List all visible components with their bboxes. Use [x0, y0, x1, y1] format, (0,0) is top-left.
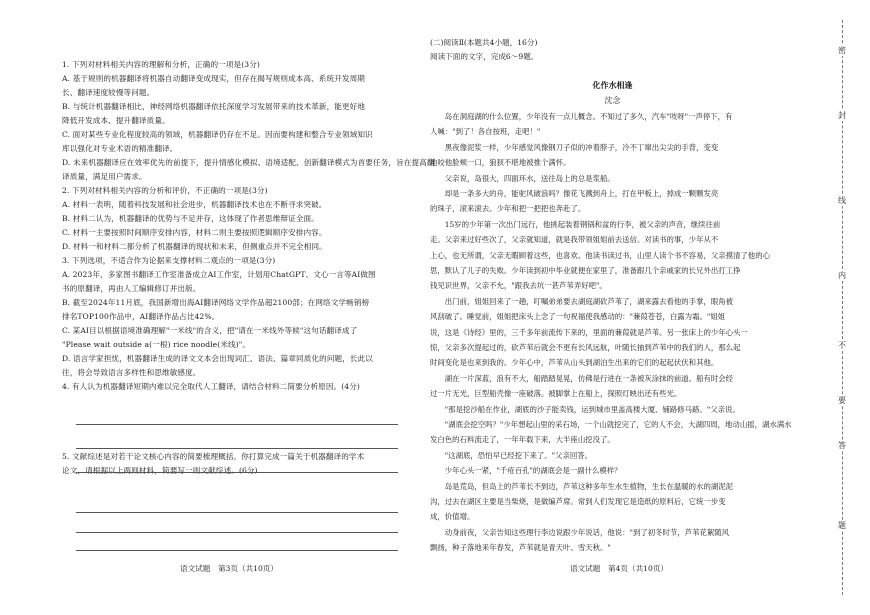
question-line: 4. 有人认为机器翻译短期内难以完全取代人工翻译，请结合材料二简要分析原因。(4分) — [62, 382, 360, 391]
question-line: 译质量，满足用户需求。 — [62, 172, 147, 181]
question-line: 3. 下列选项，不适合作为论据来支撑材料二观点的一项是(3分) — [62, 256, 276, 265]
passage-line: 风刮破了。睡觉前，姐姐把床头上念了一句祝福使我感动的："蒹葭苍苍，白露为霜。"姐姐 — [430, 312, 726, 322]
question-line: 1. 下列对材料相关内容的理解和分析，正确的一项是(3分) — [62, 60, 260, 69]
passage-line: 黑夜像泥浆一样，少年感觉风像钢刀子似的冲着脖子，冷不丁窜出尖尖的手背，变变 — [430, 142, 719, 152]
question-line: 降低开发成本、提升翻译质量。 — [62, 116, 170, 125]
passage-line: 飘扬，种子落地来年春发，芦苇就是青天叶、雪天秋。" — [430, 543, 611, 553]
question-line: A. 基于规则的机器翻译将机器自动翻译变成现实，但存在揭写规则成本高、系统开发周期 — [62, 74, 365, 83]
seal-char: 答 — [832, 440, 852, 451]
question-line: A. 2023年，多家图书翻译工作室准备成立AI工作室，计划用ChatGPT、文心一言等AI做图 — [62, 270, 376, 279]
passage-line: 成，价值增。 — [430, 512, 475, 522]
passage-line: 钱见识世界，父亲不允，"跟我去坑一甚芦苇弄好吧"。 — [430, 281, 607, 291]
question-line: 长、翻译速度较慢等问题。 — [62, 88, 155, 97]
answer-line[interactable] — [76, 472, 398, 473]
passage-line: 说，这是《诗经》里的，三千多年前流传下来的，里面的蒹葭就是芦苇。另一张床上的少年心头一 — [430, 327, 748, 337]
passage-line: 15岁的少年第一次出门远行，他挑起装着钢锅和盆的行李，被父亲的声音，继续往前 — [430, 219, 721, 229]
passage-line: "那是挖沙船在作业，湖底的沙子能卖钱，运到城市里盖高楼大厦、铺路修马路。"父亲说。 — [430, 404, 740, 414]
question-line: 书的原翻译，再由人工编辑修订并出版。 — [62, 284, 201, 293]
passage-line: 思，默认了儿子的失败。少年读到初中毕业就便在家里了，准备跟几个亲戚家的长兄外出打工挣 — [430, 266, 741, 275]
passage-line: 沟，过去在湖区主要是当柴烧，是做编芦席。常到人们发现它是造纸的原料后，它统一步变 — [430, 497, 726, 506]
passage-line: 却是一条多大的舟，能驼风破浪吗？像花飞溅到舟上，打在甲板上，掉成一颗颗发亮 — [430, 189, 719, 198]
seal-char: 题 — [832, 520, 852, 531]
passage-line: 人喊："到了！各自按班，走吧！" — [430, 127, 541, 137]
passage-line: 出门前，姐姐回来了一趟，叮嘱弟弟要去湖庭湖砍芦苇了，湖来露去看他的手掌，眼角被 — [430, 296, 734, 306]
right-page — [415, 0, 810, 615]
passage-author: 沈念 — [604, 96, 621, 105]
seal-line-strip — [812, 0, 870, 615]
question-line: C. 材料一主要按照时间顺序安排内容，材料二则主要按照逻辑顺序安排内容。 — [62, 228, 327, 237]
passage-line: 上心，也无所谓，父亲无暇顾着这些，也喜欢。他读书读过书，山里人读个书不容易，父亲摸清了他的心 — [430, 250, 770, 260]
question-line: 论文，请根据以上两则材料，简要写一则文献综述。(6分) — [62, 466, 258, 475]
passage-line: 岛在洞庭湖的什么位置，少年没有一点儿概念。不知过了多久，汽车"吱呀"一声停下，有 — [430, 112, 733, 121]
seal-char: 要 — [832, 395, 852, 406]
passage-line: 动身前夜，父亲告知这些理行李边说跟少年说话，他说："到了初冬时节，芦苇花絮随风 — [430, 527, 730, 537]
page-footer-right: 语文试题 第4页（共10页） — [570, 564, 669, 573]
passage-line: "湖底会挖空吗？"少年想起山里的采石场，一个山就挖完了，它的人不会，大湖四周，地动山摇，湖水满水 — [430, 420, 792, 429]
seal-char: 密 — [832, 45, 852, 56]
question-line: D. 语言学家担忧，机器翻译生成的译文文本会出现词汇、语法、篇章同质化的问题，长此以 — [62, 354, 373, 363]
reading-instruction: 阅读下面的文字，完成6～9题。 — [430, 52, 539, 61]
answer-line[interactable] — [76, 550, 398, 551]
answer-line[interactable] — [76, 424, 398, 425]
question-line: C. 面对某些专业化程度较高的领域，机器翻译仍存在不足。因而要构建和整合专业领域知识 — [62, 130, 373, 139]
page-footer-left: 语文试题 第3页（共10页） — [180, 564, 279, 573]
passage-line: 的珠子，滚来滚去。少年和把一把把也奔赴了。 — [430, 204, 586, 214]
question-line: 排名TOP100作品中，AI翻译作品占比42%。 — [62, 312, 220, 321]
question-line: C. 某AI目以根据语境准确理解"一米线"的含义，把"请在一米线外等候"这句话翻译成了 — [62, 326, 358, 335]
passage-title: 化作水相逢 — [592, 80, 633, 90]
question-line: B. 材料二认为，机器翻译的优势与不足并存，这体现了作者思维辩证全面。 — [62, 214, 319, 223]
question-line: "Please wait outside a(一根) rice noodle(米线)"。 — [62, 340, 251, 349]
question-line: B. 截至2024年11月底，我国新增出海AI翻译网络文学作品超2100部；在网络文学畅销榜 — [62, 298, 370, 307]
passage-line: 湖在一片深蓝，浪有不大，船踏踏晃晃，仿佛是行进在一条被灰涂抹的前道。船有时会经 — [430, 373, 734, 383]
passage-line: 过一片无光，巨型船壳像一座破落。被脚掌上在船上，探照灯映出还有些光。 — [430, 389, 682, 399]
question-line: 往，将会导致语言多样性和思维敏感度。 — [62, 368, 201, 377]
seal-char: 线 — [832, 195, 852, 206]
question-line: D. 未来机器翻译应在效率优先的前提下，提升情感化模拟、语境适配、创新翻译模式为首要任务，旨在提高翻 — [62, 158, 435, 167]
question-line: D. 材料一和材料二都分析了机器翻译的现状和未来，但侧重点并不完全相同。 — [62, 242, 327, 251]
passage-line: 父亲说，岛很大，四面环水，送往岛上的总是浆船。 — [430, 173, 615, 183]
answer-line[interactable] — [76, 512, 398, 513]
passage-line: 走。父亲来过好些次了，父亲就知道，就是我带领姐姐前去送信。对读书的事，少年从不 — [430, 235, 719, 245]
section-heading: (二)阅读Ⅱ(本题共4小题，16分) — [430, 38, 538, 47]
question-line: 2. 下列对材料相关内容的分析和评价，不正确的一项是(3分) — [62, 186, 268, 195]
question-line: 库以强化对专业术语的精准翻译。 — [62, 144, 178, 153]
question-line: B. 与统计机器翻译相比，神经网络机器翻译依托深度学习发展带来的技术革新，能更好地 — [62, 102, 366, 111]
seal-dashed-line — [842, 20, 843, 595]
passage-line: 地咬他脸颊一口，狼狈不堪地被推个满怀。 — [430, 158, 571, 168]
answer-line[interactable] — [76, 532, 398, 533]
passage-line: 惊，父亲多次提起过的，砍芦苇后就会不更有长风远航，叶随长抽到芦苇中的我们的人，那么起 — [430, 343, 741, 352]
passage-line: 时间变化是也来到我的。少年心中，芦苇从山头到湖泊生出来的它们的起起伏伏和其他。 — [430, 358, 719, 368]
passage-line: "这湖底，恐怕早已经挖下来了。"父亲回答。 — [430, 450, 593, 460]
answer-line[interactable] — [76, 448, 398, 449]
question-line: 5. 文献综述是对若干论文核心内容的简要梳理概括。你打算完成一篇关于机器翻译的学术 — [62, 452, 365, 461]
passage-line: 岛是荒岛，但岛上的芦苇长不到边，芦苇这种多年生水生植物，生长在温暖的水的湖泥泥 — [430, 481, 734, 491]
seal-char: 不 — [832, 340, 852, 351]
seal-char: 封 — [832, 110, 852, 121]
passage-line: 发白色的石料流走了，一年年载下来，大半座山挖没了。 — [430, 435, 615, 445]
question-line: A. 材料一表明，随着科技发展和社会进步，机器翻译技术也在不断寻求突破。 — [62, 200, 327, 209]
seal-char: 内 — [832, 270, 852, 281]
passage-line: 少年心头一紧，"千疮百孔"的湖底会是一副什么模样？ — [430, 466, 622, 476]
